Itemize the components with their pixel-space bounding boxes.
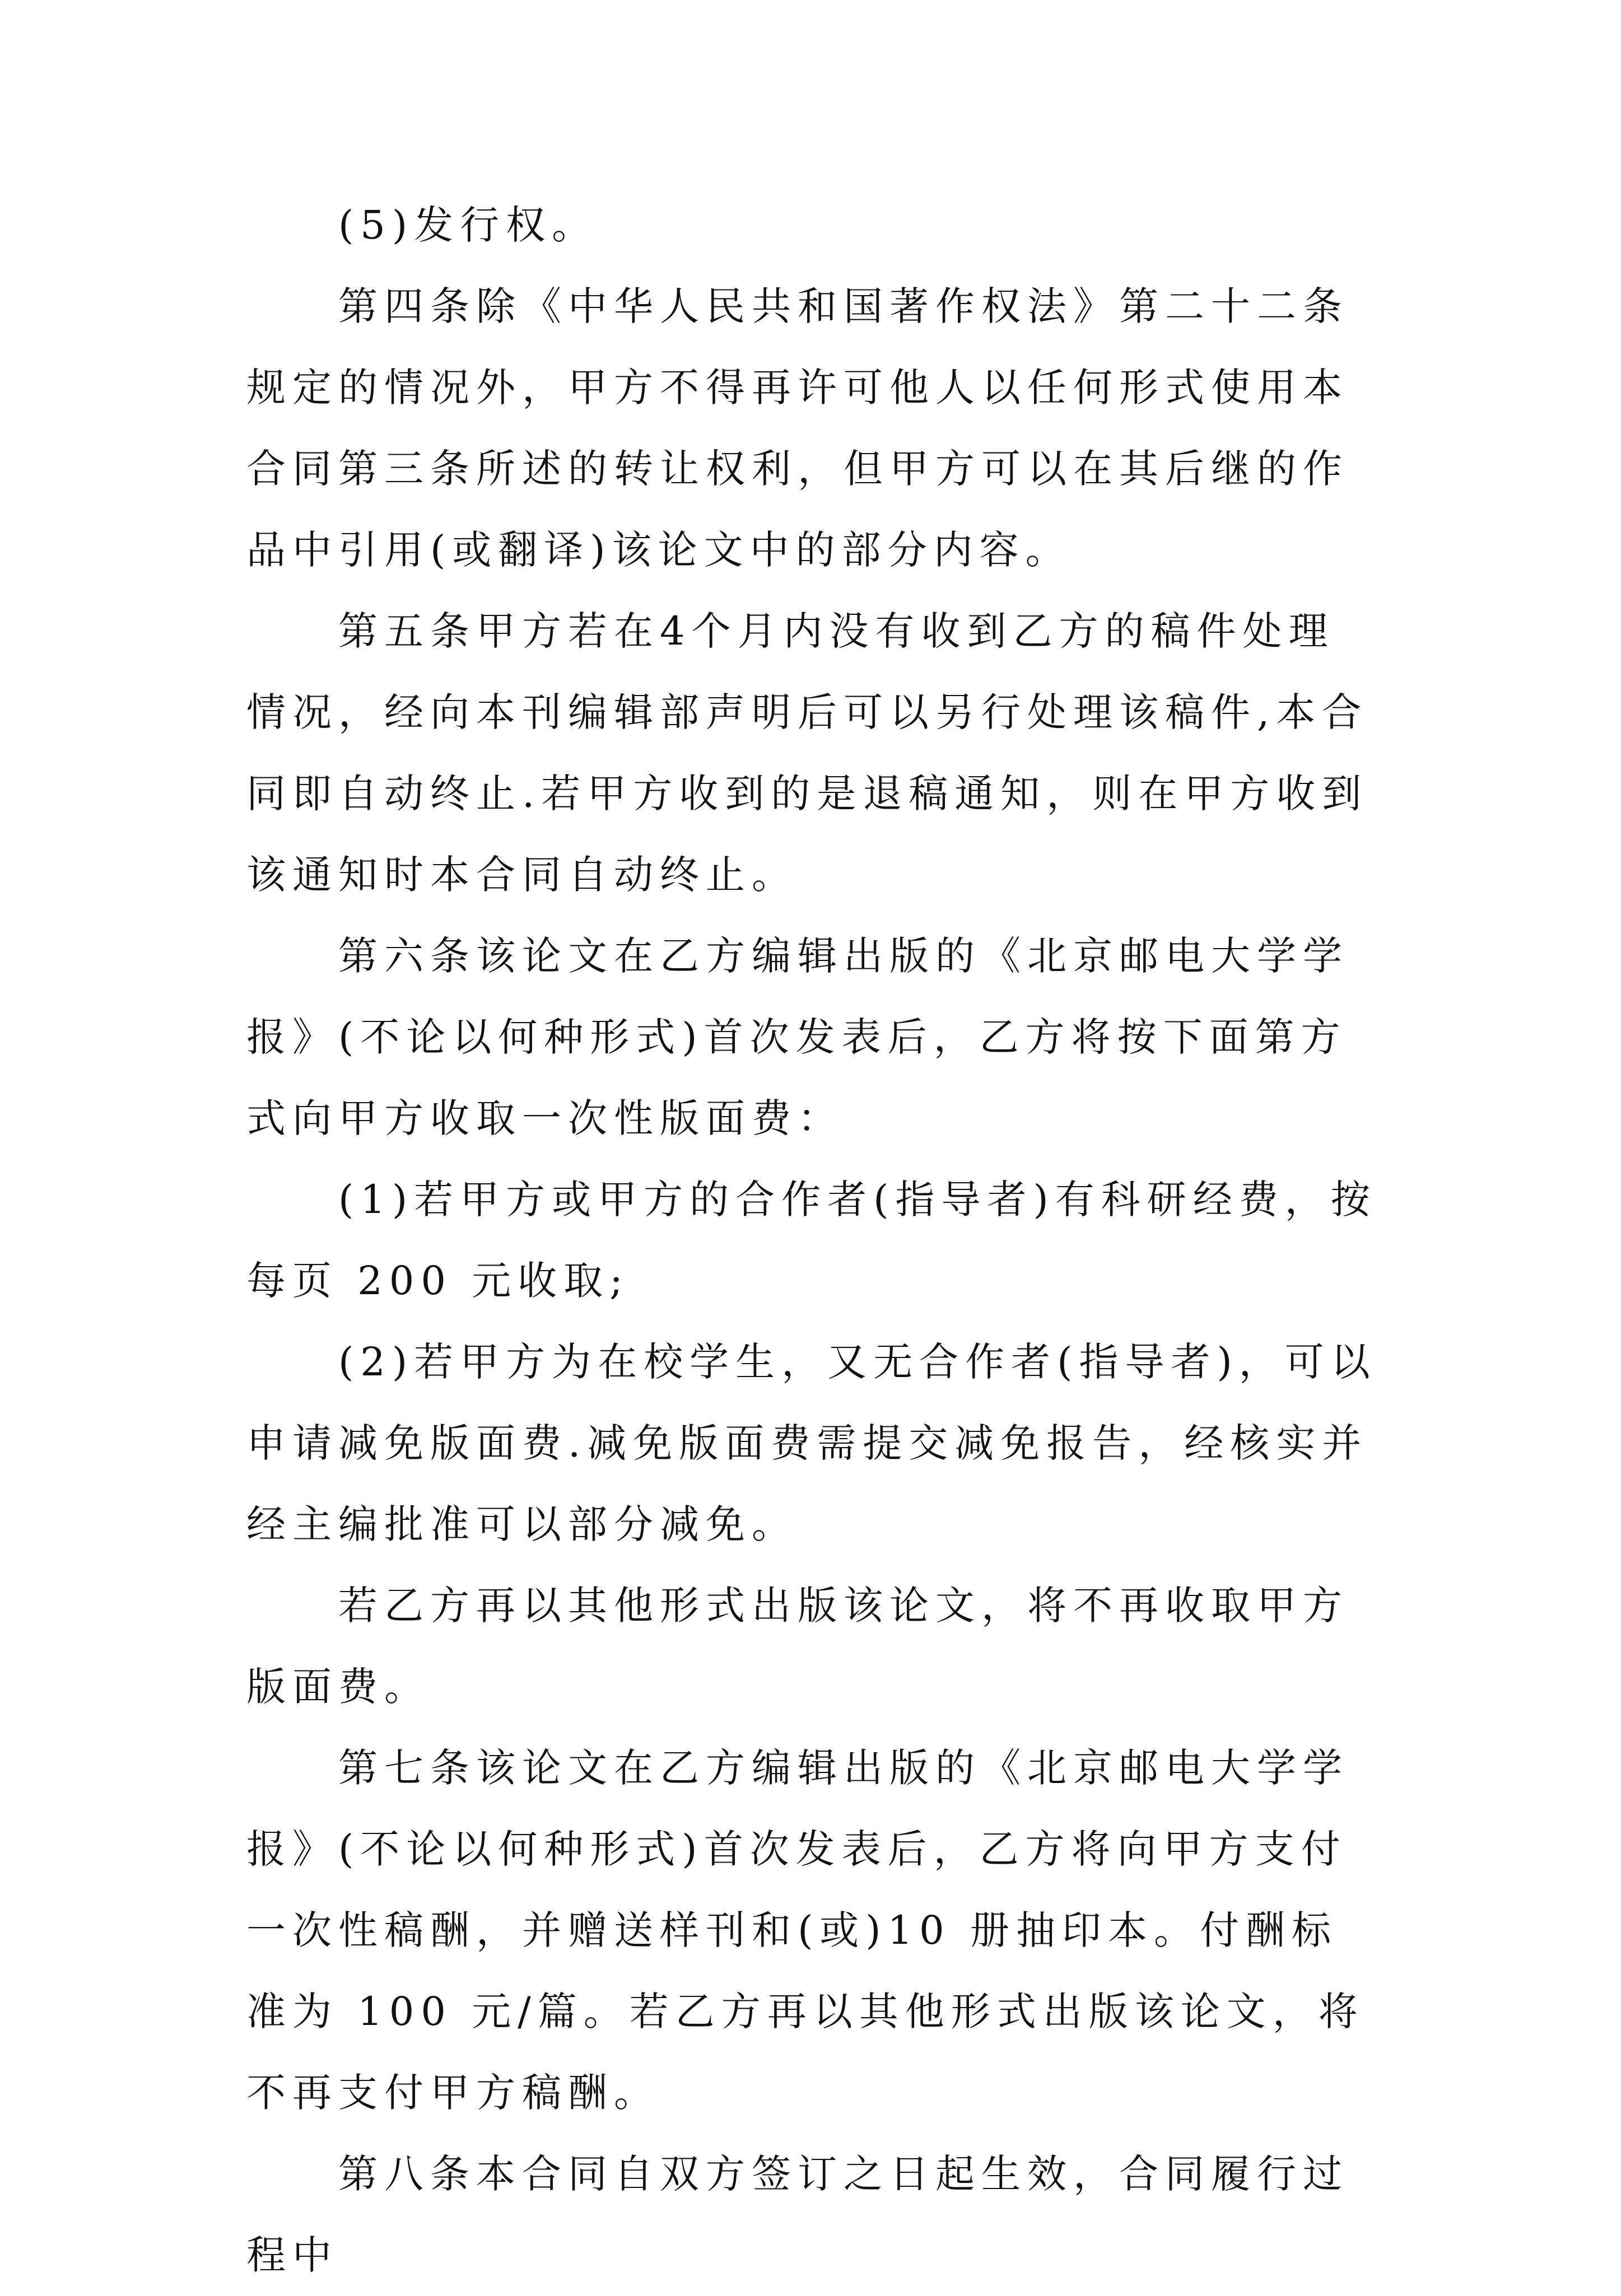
paragraph-article-6: 第六条该论文在乙方编辑出版的《北京邮电大学学报》(不论以何种形式)首次发表后，乙方将按下面第方式向甲方收取一次性版面费： — [246, 933, 1349, 1141]
paragraph-fee-other-forms: 若乙方再以其他形式出版该论文，将不再收取甲方版面费。 — [246, 1583, 1349, 1710]
paragraph-article-7: 第七条该论文在乙方编辑出版的《北京邮电大学学报》(不论以何种形式)首次发表后，乙方将向甲方支付一次性稿酬，并赠送样刊和(或)10 册抽印本。付酬标准为 100 元/篇。若乙方再以其他形式出版该论文，将不再支付甲方稿酬。 — [246, 1745, 1364, 2116]
paragraph-fee-item-1: (1)若甲方或甲方的合作者(指导者)有科研经费，按每页 200 元收取; — [246, 1177, 1377, 1304]
paragraph-fee-item-2: (2)若甲方为在校学生，又无合作者(指导者)，可以申请减免版面费.减免版面费需提交减免报告，经核实并经主编批准可以部分减免。 — [246, 1339, 1377, 1547]
paragraph-issuance-right: (5)发行权。 — [338, 202, 598, 248]
paragraph-article-5: 第五条甲方若在4个月内没有收到乙方的稿件处理情况，经向本刊编辑部声明后可以另行处理该稿件,本合同即自动终止.若甲方收到的是退稿通知，则在甲方收到该通知时本合同自动终止。 — [246, 608, 1368, 898]
contract-body — [246, 185, 1378, 2296]
paragraph-article-8: 第八条本合同自双方签订之日起生效，合同履行过程中 — [246, 2151, 1349, 2278]
paragraph-article-4: 第四条除《中华人民共和国著作权法》第二十二条规定的情况外，甲方不得再许可他人以任何形式使用本合同第三条所述的转让权利，但甲方可以在其后继的作品中引用(或翻译)该论文中的部分内容。 — [246, 283, 1349, 573]
